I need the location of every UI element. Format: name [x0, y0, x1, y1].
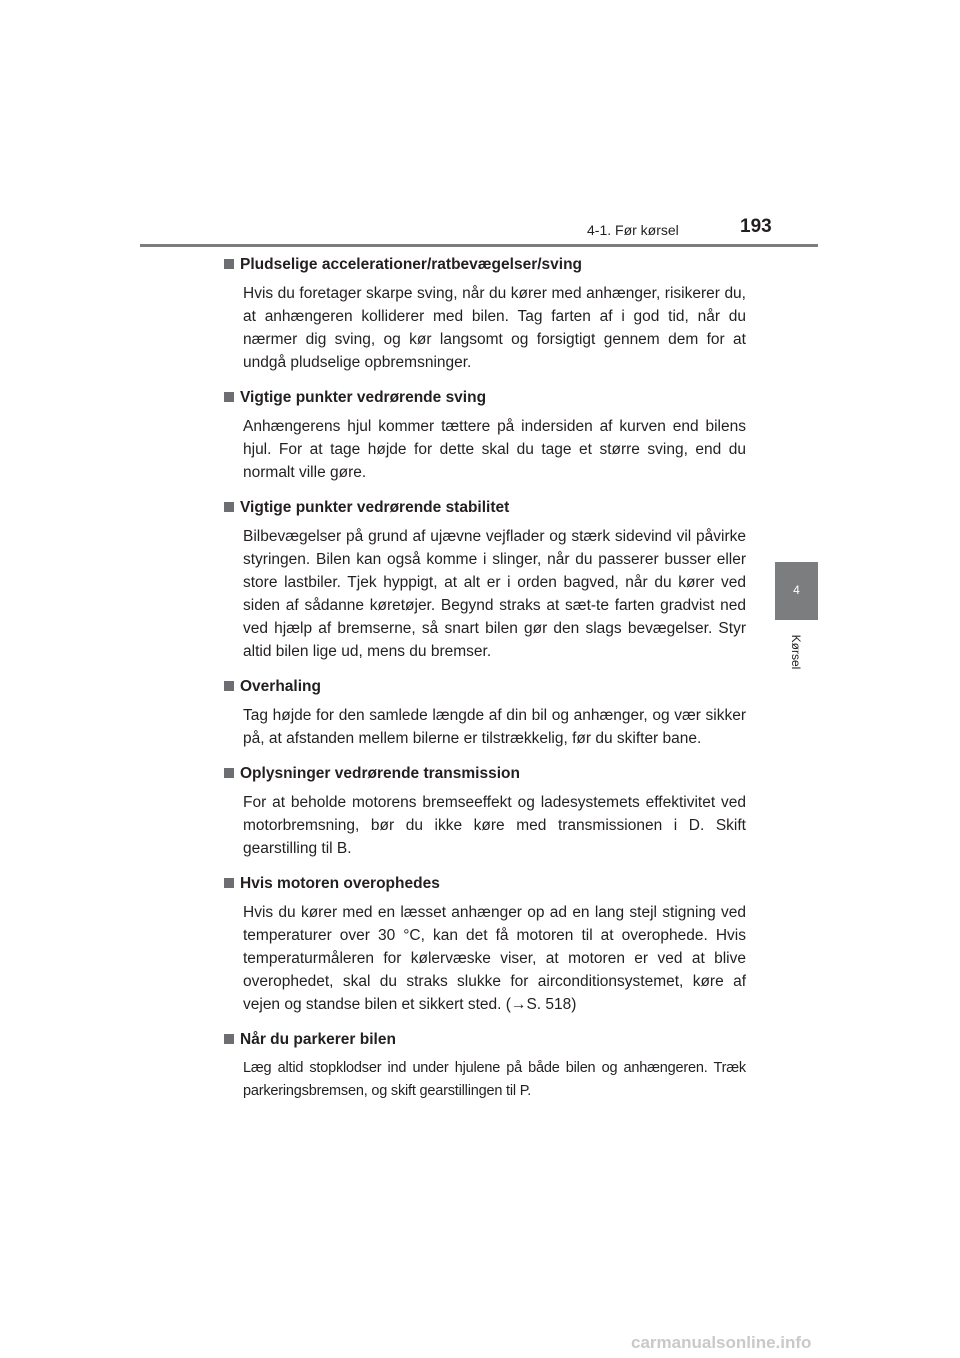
- chapter-number: 4: [793, 583, 800, 597]
- square-bullet-icon: [224, 392, 234, 402]
- section-title: Overhaling: [224, 675, 746, 698]
- page-number: 193: [740, 216, 772, 237]
- section-title: Vigtige punkter vedrørende sving: [224, 386, 746, 409]
- section-title: Pludselige accelerationer/ratbevægelser/sving: [224, 253, 746, 276]
- section-body: Hvis du kører med en læsset anhænger op ad en lang stejl stigning ved temperaturer over 30 °C, kan det få motoren til at overophede. Hvis temperaturmåleren for kølervæske viser, at motoren er ved at blive overophedet, skal du straks slukke for airconditionsystemet, køre af vejen og standse bilen et sikkert sted. (→S. 518): [243, 904, 746, 1013]
- section-body: Bilbevægelser på grund af ujævne vejflader og stærk sidevind vil påvirke styringen. Bilen kan også komme i slinger, når du passerer busser eller store lastbiler. Tjek hyppigt, at alt er i orden bagved, når du kører ved siden af sådanne køretøjer. Begynd straks at sæt-te farten gradvist ned ved hjælp af bremserne, så snart bilen gør den slags bevægelser. Styr altid bilen lige ud, mens du bremser.: [243, 528, 746, 660]
- square-bullet-icon: [224, 768, 234, 778]
- section-stability: [224, 496, 746, 663]
- section-overtaking: [224, 675, 746, 750]
- section-body: Læg altid stopklodser ind under hjulene på både bilen og anhængeren. Træk parkeringsbremsen, og skift gearstillingen til P.: [243, 1060, 746, 1099]
- content: [224, 253, 746, 1115]
- section-body: Tag højde for den samlede længde af din bil og anhænger, og vær sikker på, at afstanden mellem bilerne er tilstrækkelig, før du skifter bane.: [243, 707, 746, 747]
- section-body: Anhængerens hjul kommer tættere på indersiden af kurven end bilens hjul. For at tage højde for dette skal du tage et større sving, end du normalt ville gøre.: [243, 418, 746, 481]
- section-transmission: [224, 762, 746, 860]
- section-overheating: [224, 872, 746, 1016]
- section-title: Hvis motoren overophedes: [224, 872, 746, 895]
- section-body: Hvis du foretager skarpe sving, når du kører med anhænger, risikerer du, at anhængeren kolliderer med bilen. Tag farten af i god tid, når du nærmer dig sving, og kør langsomt og forsigtigt gennem dem for at undgå pludselige opbremsninger.: [243, 285, 746, 371]
- chapter-tab: [775, 562, 818, 620]
- section-header: 4-1. Før kørsel: [587, 222, 679, 238]
- section-title: Vigtige punkter vedrørende stabilitet: [224, 496, 746, 519]
- square-bullet-icon: [224, 681, 234, 691]
- chapter-label: Kørsel: [789, 634, 803, 670]
- section-title: Oplysninger vedrørende transmission: [224, 762, 746, 785]
- section-turning: [224, 386, 746, 484]
- section-sudden-maneuvers: [224, 253, 746, 374]
- header-rule: [140, 244, 818, 247]
- square-bullet-icon: [224, 502, 234, 512]
- section-parking: [224, 1028, 746, 1103]
- section-title: Når du parkerer bilen: [224, 1028, 746, 1051]
- watermark: carmanualsonline.info: [631, 1333, 812, 1352]
- square-bullet-icon: [224, 878, 234, 888]
- square-bullet-icon: [224, 259, 234, 269]
- square-bullet-icon: [224, 1034, 234, 1044]
- section-body: For at beholde motorens bremseeffekt og ladesystemets effektivitet ved motorbremsning, bør du ikke køre med transmissionen i D. Skift gearstilling til B.: [243, 794, 746, 857]
